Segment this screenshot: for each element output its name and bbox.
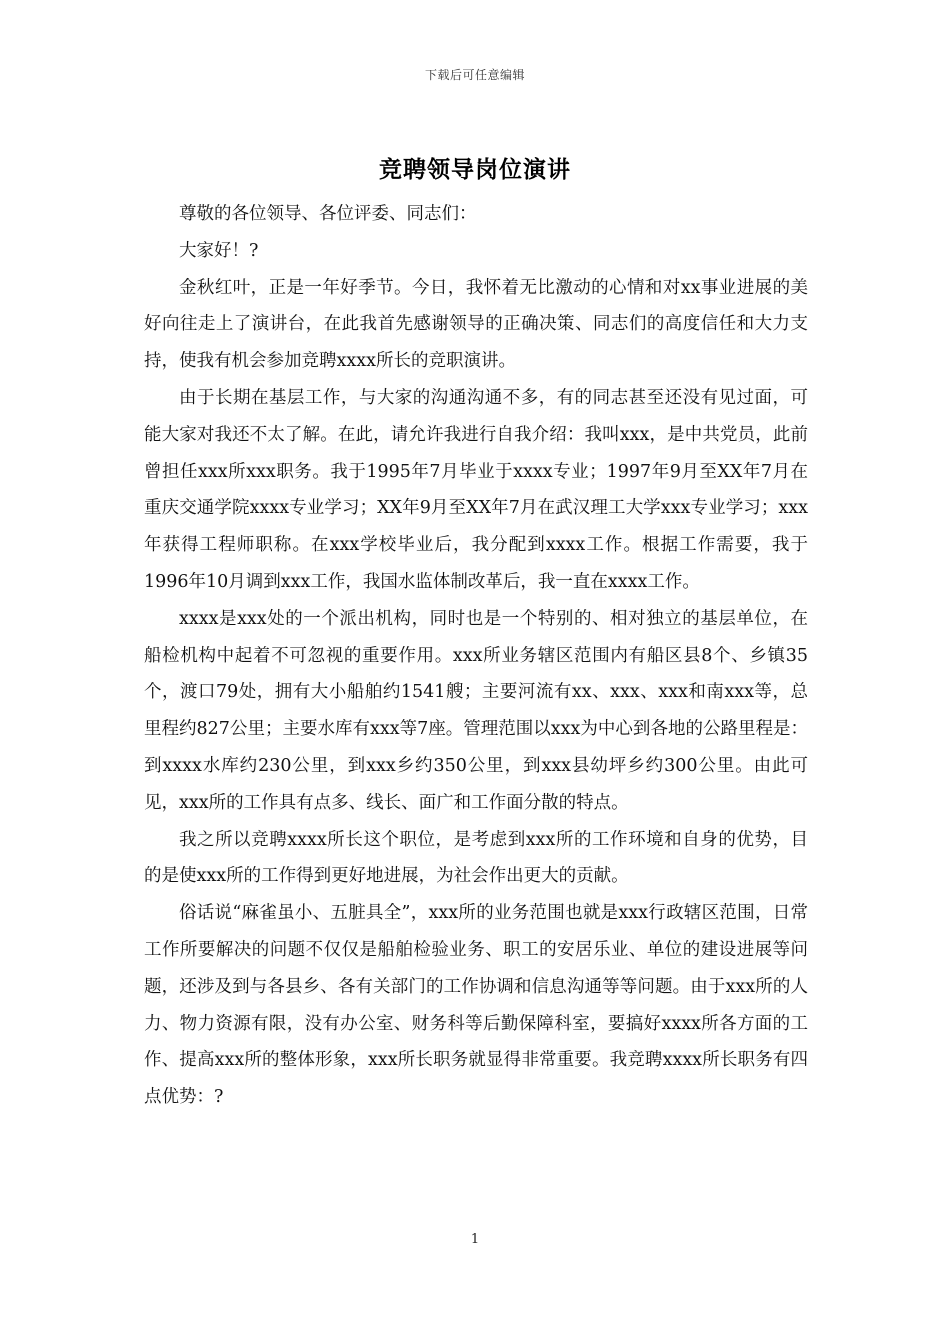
opening-paragraph: 金秋红叶，正是一年好季节。今日，我怀着无比激动的心情和对xx事业进展的美好向往走上了演讲台，在此我首先感谢领导的正确决策、同志们的高度信任和大力支持，使我有机会参加竞聘xxxx所长的竞职演讲。	[144, 277, 808, 372]
unit-overview-paragraph: xxxx是xxx处的一个派出机构，同时也是一个特别的、相对独立的基层单位，在船检机构中起着不可忽视的重要作用。xxx所业务辖区范围内有船区县8个、乡镇35个，渡口79处，拥有大小船舶约1541艘；主要河流有xx、xxx、xxx和南xxx等，总里程约827公里；主要水库有xxx等7座。管理范围以xxx为中心到各地的公路里程是：到xxxx水库约230公里，到xxx乡约350公里，到xxx县幼坪乡约300公里。由此可见，xxx所的工作具有点多、线长、面广和工作面分散的特点。	[144, 608, 808, 813]
self-introduction-paragraph: 由于长期在基层工作，与大家的沟通沟通不多，有的同志甚至还没有见过面，可能大家对我还不太了解。在此，请允许我进行自我介绍：我叫xxx，是中共党员，此前曾担任xxx所xxx职务。我于1995年7月毕业于xxxx专业；1997年9月至XX年7月在重庆交通学院xxxx专业学习；XX年9月至XX年7月在武汉理工大学xxx专业学习；xxx年获得工程师职称。在xxx学校毕业后，我分配到xxxx工作。根据工作需要，我于1996年10月调到xxx工作，我国水监体制改革后，我一直在xxxx工作。	[144, 387, 808, 592]
document-title: 竞聘领导岗位演讲	[379, 156, 571, 183]
greeting-paragraph: 大家好！?	[179, 240, 259, 261]
salutation-paragraph: 尊敬的各位领导、各位评委、同志们：	[179, 204, 477, 224]
page-number: 1	[470, 1232, 480, 1247]
header-note: 下载后可任意编辑	[424, 68, 525, 82]
motivation-paragraph: 我之所以竞聘xxxx所长这个职位，是考虑到xxx所的工作环境和自身的优势，目的是使xxx所的工作得到更好地进展，为社会作出更大的贡献。	[144, 829, 808, 887]
document-body	[144, 196, 808, 1116]
importance-paragraph: 俗话说“麻雀虽小、五脏具全”，xxx所的业务范围也就是xxx行政辖区范围，日常工作所要解决的问题不仅仅是船舶检验业务、职工的安居乐业、单位的建设进展等问题，还涉及到与各县乡、各有关部门的工作协调和信息沟通等等问题。由于xxx所的人力、物力资源有限，没有办公室、财务科等后勤保障科室，要搞好xxxx所各方面的工作、提高xxx所的整体形象，xxx所长职务就显得非常重要。我竞聘xxxx所长职务有四点优势：?	[144, 903, 808, 1108]
